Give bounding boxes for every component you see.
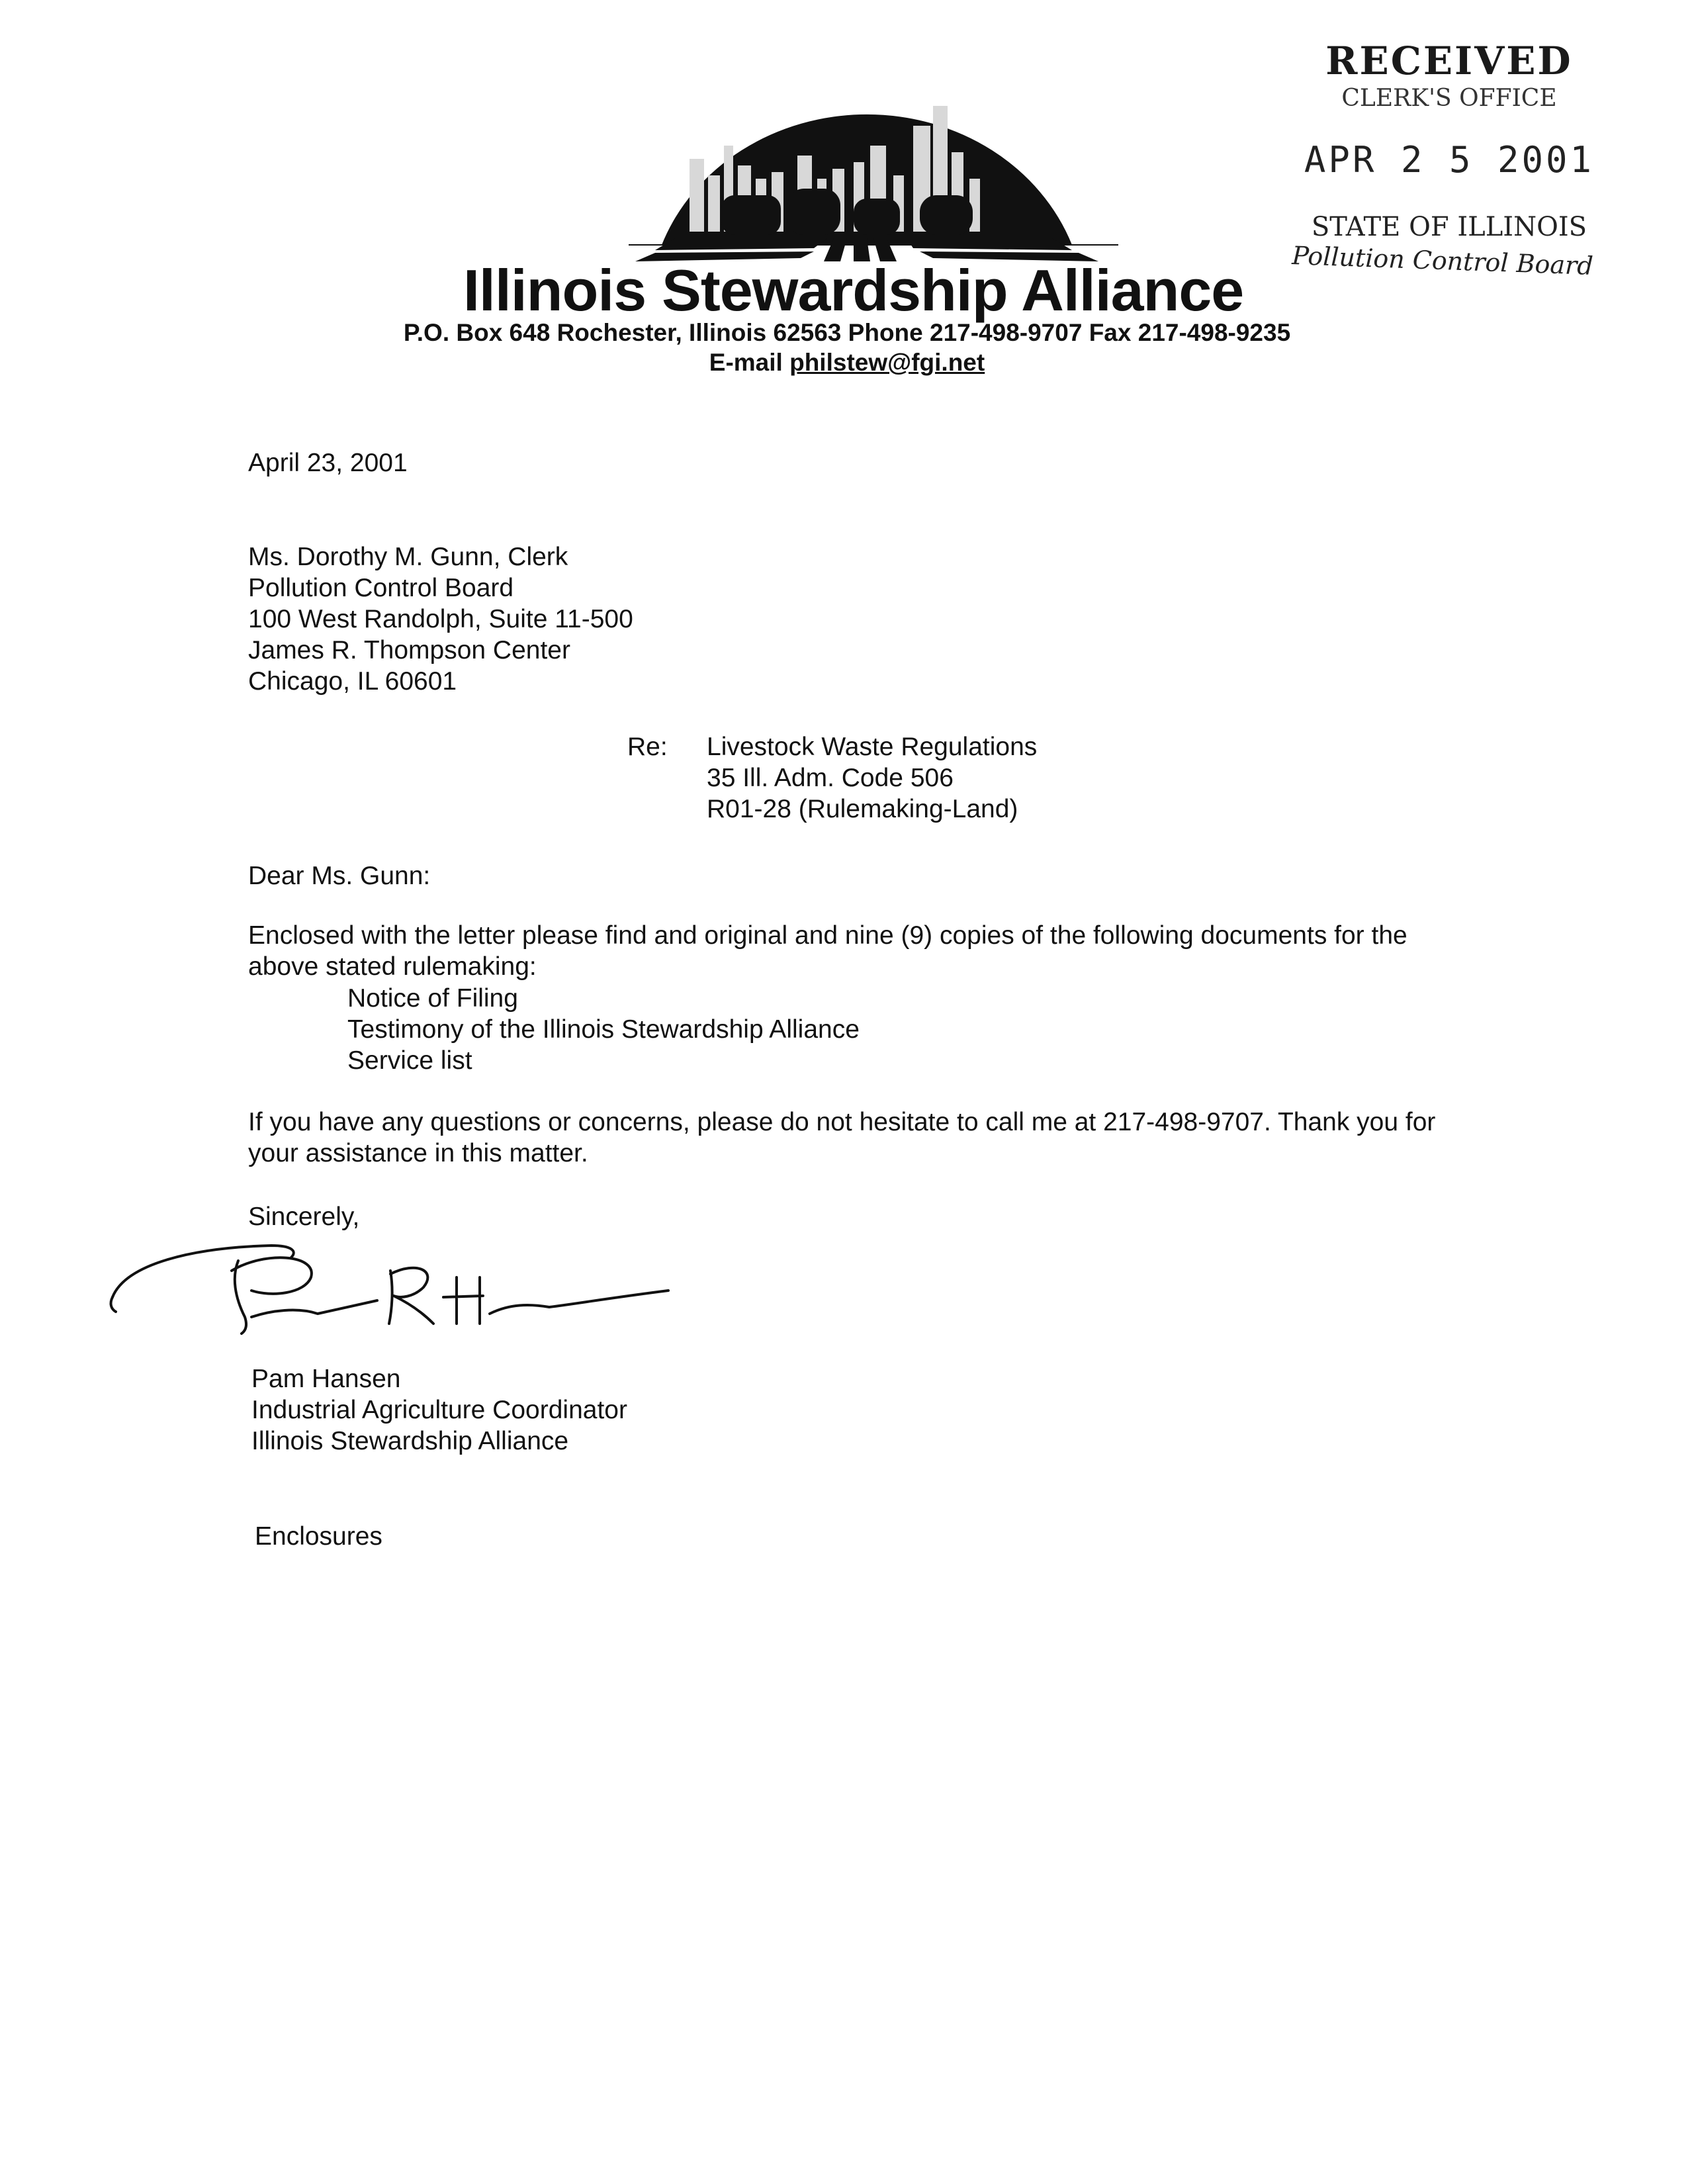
recipient-line: James R. Thompson Center — [248, 636, 570, 664]
salutation: Dear Ms. Gunn: — [248, 862, 431, 890]
handwritten-signature — [99, 1224, 695, 1350]
email-link[interactable]: philstew@fgi.net — [789, 349, 985, 376]
re-label: Re: — [627, 733, 668, 761]
signer-title: Industrial Agriculture Coordinator — [251, 1396, 627, 1424]
signer-block — [251, 1363, 627, 1457]
enclosures-note: Enclosures — [255, 1522, 382, 1551]
re-line: R01-28 (Rulemaking-Land) — [707, 795, 1018, 823]
letter-date: April 23, 2001 — [248, 449, 408, 477]
stamp-date: APR 2 5 2001 — [1304, 139, 1595, 181]
list-item: Notice of Filing — [347, 984, 518, 1013]
re-line: 35 Ill. Adm. Code 506 — [707, 764, 954, 792]
stamp-clerk-office: CLERK'S OFFICE — [1341, 85, 1557, 112]
body-paragraph-2: If you have any questions or concerns, please do not hesitate to call me at 217-498-9707. Thank you for your assistance in this matter. — [248, 1108, 1436, 1167]
list-item: Testimony of the Illinois Stewardship Alliance — [347, 1015, 860, 1044]
re-line: Livestock Waste Regulations — [707, 733, 1038, 761]
body-paragraph-1: Enclosed with the letter please find and original and nine (9) copies of the following documents for the above stated rulemaking: — [248, 921, 1407, 981]
org-address: P.O. Box 648 Rochester, Illinois 62563 Phone 217-498-9707 Fax 217-498-9235 — [403, 319, 1291, 346]
stamp-state: STATE OF ILLINOIS — [1311, 212, 1587, 242]
recipient-line: Ms. Dorothy M. Gunn, Clerk — [248, 543, 568, 571]
closing: Sincerely, — [248, 1203, 360, 1231]
enclosure-list — [347, 983, 860, 1076]
email-prefix: E-mail — [709, 349, 790, 376]
re-subject — [707, 731, 1037, 825]
stamp-received: RECEIVED — [1325, 38, 1573, 83]
recipient-line: Chicago, IL 60601 — [248, 667, 457, 696]
org-email-line — [331, 349, 1363, 377]
signer-organization: Illinois Stewardship Alliance — [251, 1427, 569, 1455]
signer-name: Pam Hansen — [251, 1365, 401, 1393]
list-item: Service list — [347, 1046, 472, 1075]
stamp-board: Pollution Control Board — [1291, 241, 1594, 281]
recipient-line: 100 West Randolph, Suite 11-500 — [248, 605, 633, 633]
recipient-address — [248, 541, 633, 697]
recipient-line: Pollution Control Board — [248, 574, 514, 602]
org-name: Illinois Stewardship Alliance — [463, 257, 1244, 323]
